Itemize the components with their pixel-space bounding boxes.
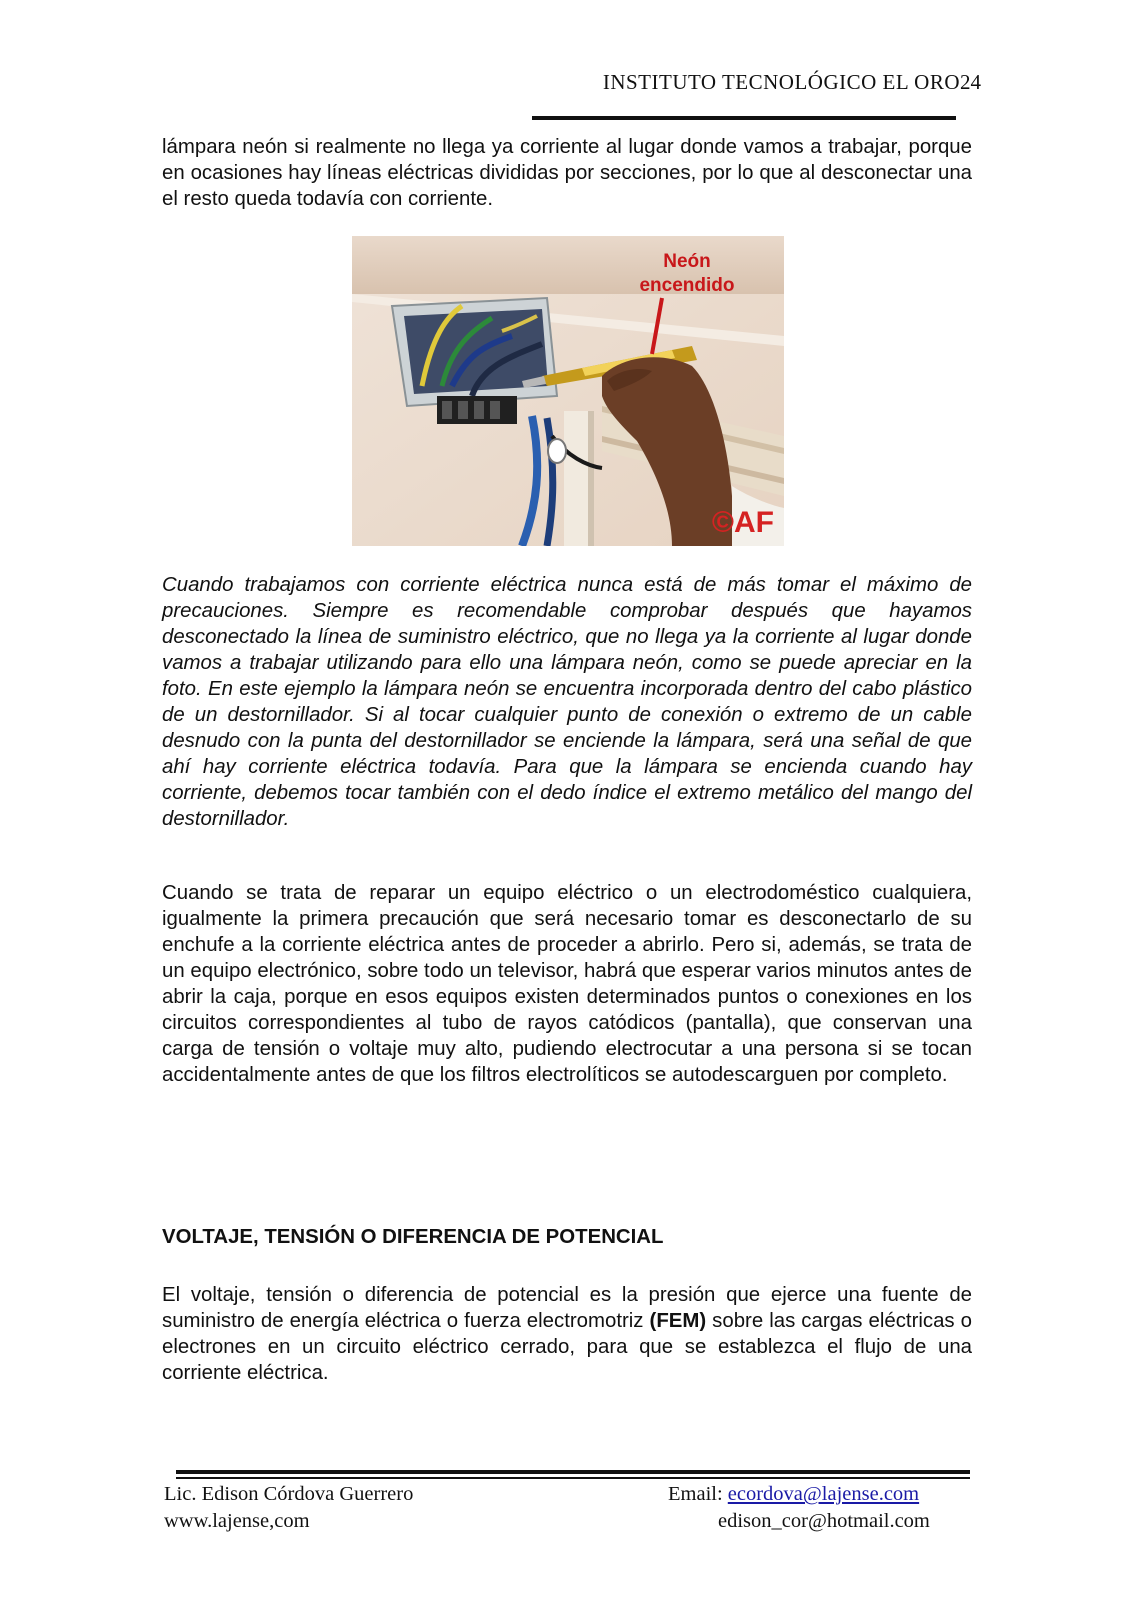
footer-website: www.lajense,com bbox=[164, 1510, 310, 1532]
fem-term: (FEM) bbox=[649, 1310, 707, 1332]
photo-copyright: ©AF bbox=[711, 506, 774, 539]
section-heading: VOLTAJE, TENSIÓN O DIFERENCIA DE POTENCIAL bbox=[162, 1226, 664, 1248]
footer-email bbox=[668, 1483, 919, 1506]
voltage-paragraph bbox=[162, 1282, 972, 1386]
voltage-text-before: El voltaje, tensión o diferencia de potencial es la presión que ejerce una fuente de suministro de energía eléctrica o fuerza electromotriz bbox=[162, 1284, 972, 1332]
page-number: 24 bbox=[960, 70, 981, 94]
voltage-text-after: sobre las cargas eléctricas o electrones en un circuito eléctrico cerrado, para que se establezca el flujo de una corriente eléctrica. bbox=[162, 1310, 972, 1384]
header-rule bbox=[532, 116, 956, 120]
photo-label bbox=[612, 250, 762, 298]
header-institution: INSTITUTO TECNOLÓGICO EL ORO bbox=[602, 70, 960, 94]
repair-paragraph: Cuando se trata de reparar un equipo eléctrico o un electrodoméstico cualquiera, igualmente la primera precaución que será necesario tomar es desconectarlo de su enchufe a la corriente eléctrica antes de proceder a abrirlo. Pero si, además, se trata de un equipo electrónico, sobre todo un televisor, habrá que esperar varios minutos antes de abrir la caja, porque en esos equipos existen determinados puntos o conexiones en los circuitos correspondientes al tubo de rayos catódicos (pantalla), que conservan una carga de tensión o voltaje muy alto, pudiendo electrocutar a una persona si se tocan accidentalmente antes de que los filtros electrolíticos se autodescarguen por completo. bbox=[162, 882, 972, 1086]
photo-label-line2: encendido bbox=[639, 275, 735, 296]
footer-email-link[interactable]: ecordova@lajense.com bbox=[727, 1483, 920, 1505]
footer-rule-thin bbox=[176, 1477, 970, 1479]
footer-email-secondary: edison_cor@hotmail.com bbox=[718, 1510, 930, 1532]
footer-email-label: Email: bbox=[668, 1483, 728, 1505]
photo-caption-paragraph: Cuando trabajamos con corriente eléctrica nunca está de más tomar el máximo de precauciones. Siempre es recomendable comprobar después que hayamos desconectado la línea de suministro eléctrico, que no llega ya la corriente al lugar donde vamos a trabajar utilizando para ello una lámpara neón, como se puede apreciar en la foto. En este ejemplo la lámpara neón se encuentra incorporada dentro del cabo plástico de un destornillador. Si al tocar cualquier punto de conexión o extremo de un cable desnudo con la punta del destornillador se enciende la lámpara, será una señal de que ahí hay corriente eléctrica todavía. Para que la lámpara se encienda cuando hay corriente, debemos tocar también con el dedo índice el extremo metálico del mango del destornillador. bbox=[162, 574, 972, 830]
footer-author: Lic. Edison Córdova Guerrero bbox=[164, 1483, 414, 1505]
intro-paragraph: lámpara neón si realmente no llega ya corriente al lugar donde vamos a trabajar, porque en ocasiones hay líneas eléctricas divididas por secciones, por lo que al desconectar una el resto queda todavía con corriente. bbox=[162, 136, 972, 210]
neon-screwdriver-photo bbox=[352, 236, 784, 546]
photo-label-line1: Neón bbox=[663, 251, 711, 272]
footer-rule-thick bbox=[176, 1470, 970, 1474]
